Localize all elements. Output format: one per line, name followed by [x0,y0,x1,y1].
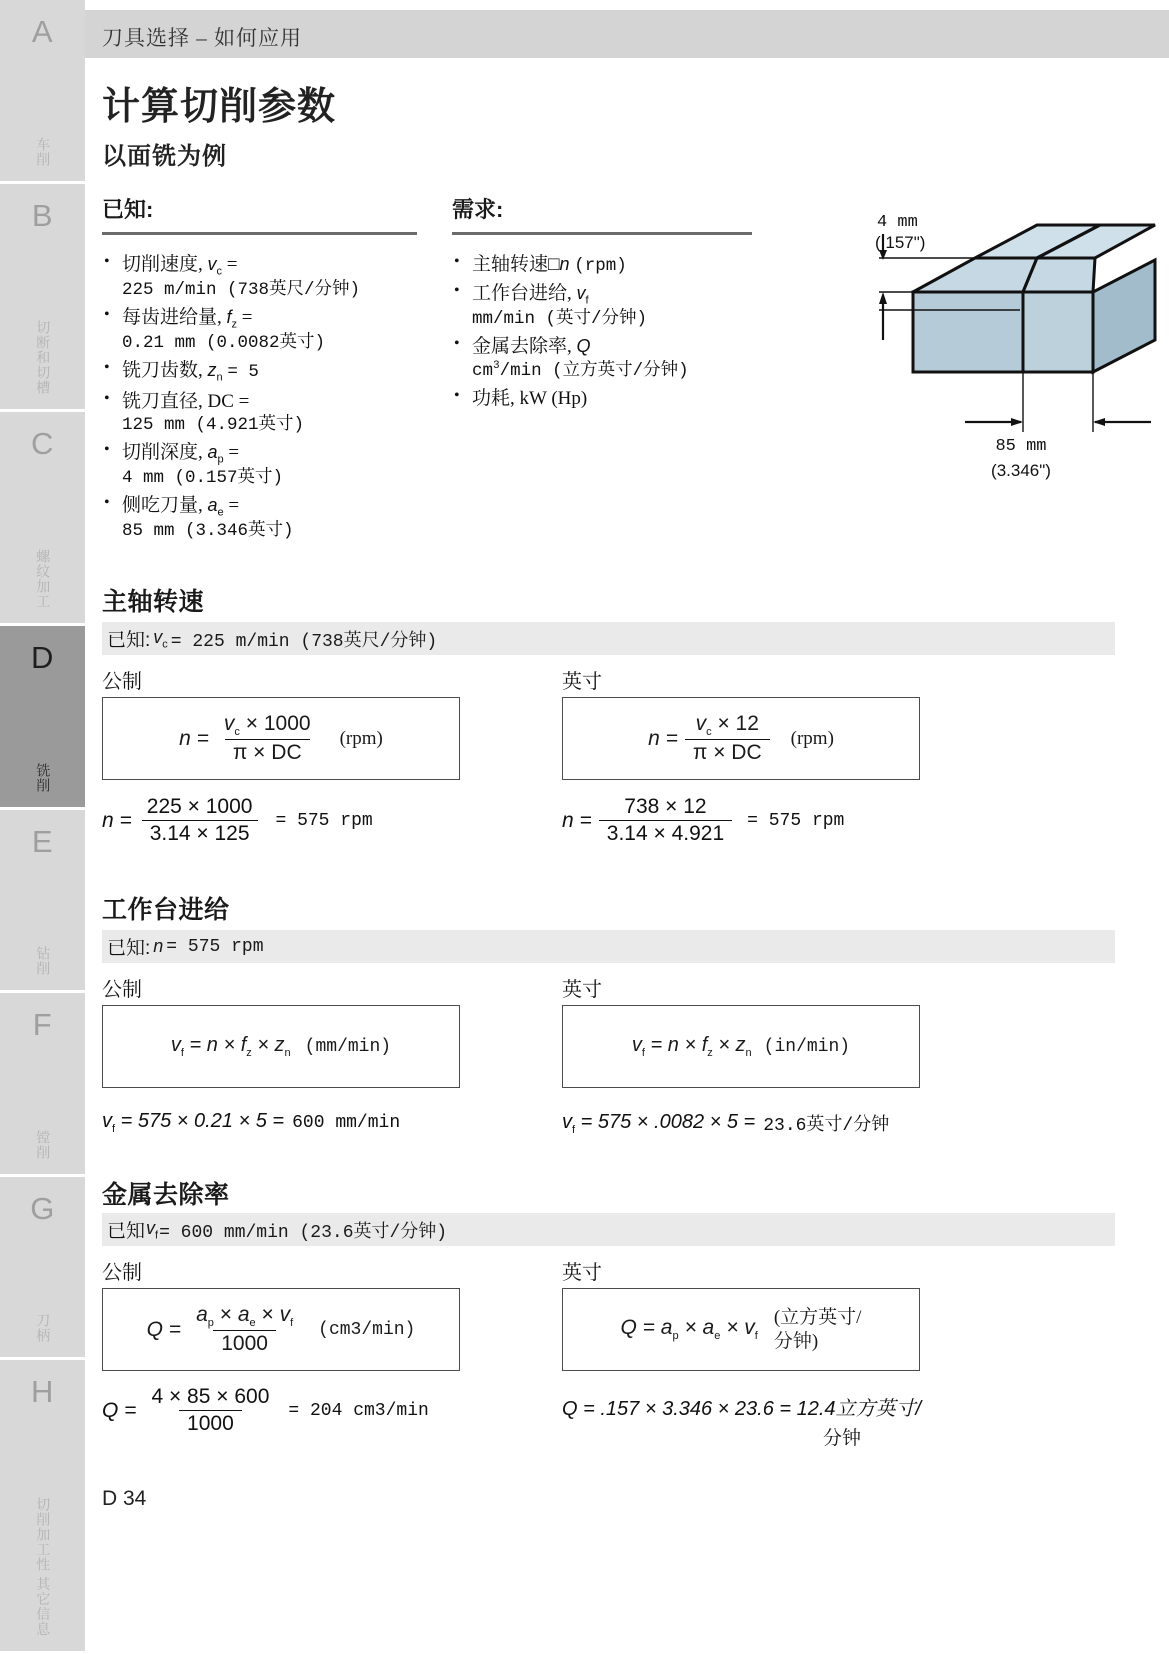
sidebar-tab-letter: C [31,426,54,462]
list-item: • 主轴转速□n (rpm) [452,252,772,278]
needed-rule [452,232,752,235]
page-title: 计算切削参数 [102,86,337,128]
needed-heading: 需求: [452,197,504,222]
list-item: • 侧吃刀量, $a_e$ = 85 mm (3.346英寸) [102,493,432,543]
fraction-1m: $\frac{v_c \times 1000}{\pi \times DC}$ [223,711,311,765]
sidebar-tab-label: 切削加工性 其它信息 [35,1497,52,1638]
sidebar-tab-label-wrap [34,1227,52,1358]
given-value: 0.21 mm (0.0082英寸) [122,333,326,354]
given-label: 每齿进给量, [122,307,222,329]
needed-label: 金属去除率, [472,336,572,358]
formula-box-metric-2: $v_f = n \times f_z \times z_n$ (mm/min) [102,1005,460,1088]
list-item: • 铣刀齿数, $z_n = 5$ [102,358,432,385]
sidebar-tab-label: 镗削 [35,1129,52,1160]
sidebar-tab-label-wrap [34,462,52,623]
sidebar-tab-label-wrap [34,1410,52,1651]
given-symbol: $v_c$ [153,626,168,651]
given-symbol: $f_z$ [226,307,238,331]
diagram-width-inch: (3.346") [991,461,1051,480]
given-label: 铣刀直径, DC [122,390,234,412]
given-label: 切削深度, [122,441,203,463]
metric-label-2: 公制 [102,979,142,1001]
sidebar-tab-f[interactable] [0,993,85,1177]
sidebar-tab-b[interactable] [0,184,85,413]
sidebar-tab-d[interactable] [0,626,85,810]
given-symbol: $z_n$ [207,360,223,384]
given-value: = 575 rpm [166,936,264,957]
sidebar-tab-label: 螺纹加工 [35,548,52,609]
sidebar-tab-g[interactable] [0,1177,85,1361]
given-value: 125 mm (4.921英寸) [122,414,305,435]
given-list [102,252,432,546]
given-bar-spindle [102,622,1115,655]
sidebar-tab-letter: E [31,823,54,859]
fraction-1i: $\frac{v_c \times 12}{\pi \times DC}$ [685,712,770,765]
sidebar-tab-letter: H [31,1374,54,1410]
sidebar-tab-label-wrap [34,50,52,181]
result-inch-1: n = $\frac{738 \times 12}{3.14 \times 4.921}$ = 575 rpm [562,795,845,845]
needed-list [452,252,772,414]
sidebar-tab-label-wrap [34,860,52,991]
metric-label-3: 公制 [102,1262,142,1284]
header-band [85,10,1169,58]
page-subtitle: 以面铣为例 [102,143,227,170]
formula-box-metric-3: Q = $\frac{a_p \times a_e \times v_f}{1000}$ (cm3/min) [102,1288,460,1371]
diagram-depth-inch: (.157") [875,233,926,252]
fraction-3m: $\frac{a_p \times a_e \times v_f}{1000}$ [196,1302,294,1356]
section-title-table-feed: 工作台进给 [102,896,230,924]
needed-label: 功耗, kW (Hp) [472,388,588,410]
given-prefix: 已知: [107,938,151,959]
given-bar-feed [102,930,1115,963]
sidebar-tab-label: 切断和切槽 [35,320,52,396]
sidebar-tab-letter: D [31,639,54,675]
result-metric-2: $v_f = 575 \times 0.21 \times 5$ = 600 mm/min [102,1110,401,1135]
formula-box-metric-1: n = $\frac{v_c \times 1000}{\pi \times DC}$ (rpm) [102,697,460,780]
given-bar-removal [102,1213,1115,1246]
sidebar-tab-h[interactable] [0,1360,85,1654]
inch-label-3: 英寸 [562,1262,602,1284]
sidebar-tab-label-wrap [34,1043,52,1174]
list-item: • 每齿进给量, $f_z$ = 0.21 mm (0.0082英寸) [102,305,432,355]
metric-label-1: 公制 [102,671,142,693]
given-label: 切削速度, [122,254,203,275]
given-label: 侧吃刀量, [122,494,203,516]
needed-value: $cm^3/\min$ (立方英寸/分钟) [472,360,689,382]
inch-label-2: 英寸 [562,979,602,1001]
given-value: 4 mm (0.157英寸) [122,467,284,488]
result-metric-1: n = $\frac{225 \times 1000}{3.14 \times 125}$ = 575 rpm [102,795,373,845]
section-title-removal-rate: 金属去除率 [102,1181,230,1209]
inch-label-1: 英寸 [562,671,602,693]
sidebar-tab-letter: G [30,1190,55,1226]
workpiece-svg [825,213,1155,505]
sidebar-tab-e[interactable] [0,810,85,994]
result-inch-2: $v_f = 575 \times .0082 \times 5$ = 23.6英寸/分钟 [562,1110,890,1136]
sidebar-tab-label: 刀柄 [35,1313,52,1344]
section-title-spindle-speed: 主轴转速 [102,588,205,616]
given-value: = 600 mm/min (23.6英寸/分钟) [159,1222,448,1243]
sidebar-tab-label: 铣削 [35,762,52,793]
list-item [452,334,772,383]
page-footer: D 34 [102,1487,147,1510]
needed-symbol: $v_f$ [576,283,589,307]
given-value: 225 m/min (738英尺/分钟) [122,280,361,301]
given-symbol: $v_c$ [207,254,223,278]
formula-box-inch-2: $v_f = n \times f_z \times z_n$ (in/min) [562,1005,920,1088]
sidebar-tab-a[interactable] [0,0,85,184]
workpiece-diagram [825,213,1155,505]
needed-symbol: Q [576,336,591,357]
given-value: 85 mm (3.346英寸) [122,521,294,541]
formula-box-inch-3: $Q = a_p \times a_e \times v_f$ (立方英寸/ 分钟) [562,1288,920,1371]
given-value: = 225 m/min (738英尺/分钟) [170,631,438,652]
sidebar-tab-letter: B [31,197,54,233]
list-item: • 切削深度, $a_p$ = 4 mm (0.157英寸) [102,440,432,490]
page-body [85,0,1169,1654]
sidebar-tab-label-wrap [34,234,52,410]
result-inch-3-line1: Q = .157 × 3.346 × 23.6 = 12.4立方英寸/ [562,1398,922,1420]
given-rule [102,232,417,235]
given-prefix: 已知: [107,630,151,651]
breadcrumb: 刀具选择 – 如何应用 [102,26,302,50]
given-symbol: n [153,936,164,956]
given-symbol: $a_e$ [207,494,224,519]
sidebar-tab-letter: A [31,14,54,49]
needed-value: (rpm) [574,256,627,276]
sidebar-tab-label-wrap [34,676,52,807]
result-metric-3: Q = $\frac{4 \times 85 \times 600}{1000}$ = 204 cm3/min [102,1385,429,1435]
list-item: • 切削速度, $v_c$ = 225 m/min (738英尺/分钟) [102,252,432,302]
list-item: • 铣刀直径, DC = 125 mm (4.921英寸) [102,389,432,437]
given-symbol: $v_f$ [146,1217,159,1242]
given-label: 铣刀齿数, [122,360,203,382]
needed-label: 工作台进给, [472,283,572,305]
given-prefix: 已知 [107,1221,146,1242]
section-sidebar [0,0,85,1654]
list-item [452,281,772,331]
given-heading: 已知: [102,197,154,222]
result-inch-3-line2: 分钟 [822,1428,861,1449]
needed-value: mm/min (英寸/分钟) [472,309,648,330]
given-symbol: $a_p$ [207,441,224,466]
list-item [452,386,772,411]
sidebar-tab-label: 车削 [35,136,52,167]
needed-label: 主轴转速□ [472,254,560,275]
sidebar-tab-c[interactable] [0,412,85,626]
sidebar-tab-letter: F [32,1007,53,1043]
diagram-depth-metric: 4 mm [877,213,918,232]
sidebar-tab-label: 钻削 [35,946,52,977]
diagram-width-metric: 85 mm [995,437,1047,456]
formula-box-inch-1: n = $\frac{v_c \times 12}{\pi \times DC}$ (rpm) [562,697,920,780]
result-inch-3 [562,1392,1122,1450]
